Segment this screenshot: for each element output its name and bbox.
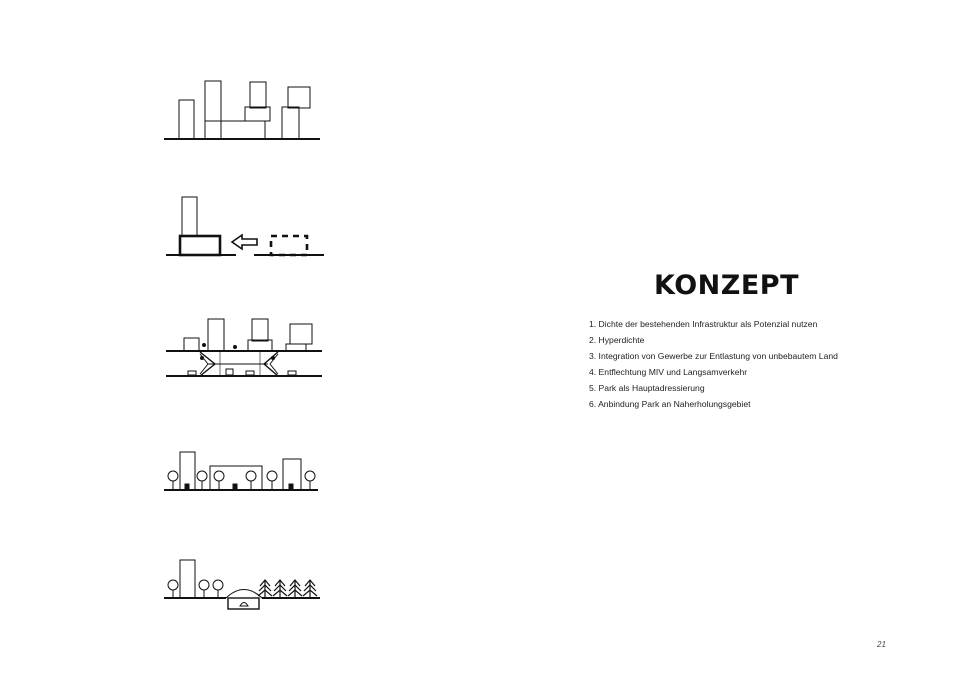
page-number: 21 xyxy=(877,640,886,649)
concept-item-2: 2. Hyperdichte xyxy=(589,335,645,345)
concept-item-3: 3. Integration von Gewerbe zur Entlastung von unbebautem Land xyxy=(589,351,838,361)
concept-item-1: 1. Dichte der bestehenden Infrastruktur als Potenzial nutzen xyxy=(589,319,818,329)
concept-list xyxy=(589,316,838,412)
page-title: KONZEPT xyxy=(654,270,799,301)
concept-item-5: 5. Park als Hauptadressierung xyxy=(589,383,705,393)
hyperdensity-icon xyxy=(160,192,326,260)
existing-density-icon xyxy=(160,76,322,142)
traffic-separation-icon xyxy=(160,314,326,380)
concept-item-6: 6. Anbindung Park an Naherholungsgebiet xyxy=(589,399,751,409)
concept-item-4: 4. Entflechtung MIV und Langsamverkehr xyxy=(589,367,748,377)
park-recreation-icon xyxy=(160,556,322,612)
park-address-icon xyxy=(160,450,324,494)
